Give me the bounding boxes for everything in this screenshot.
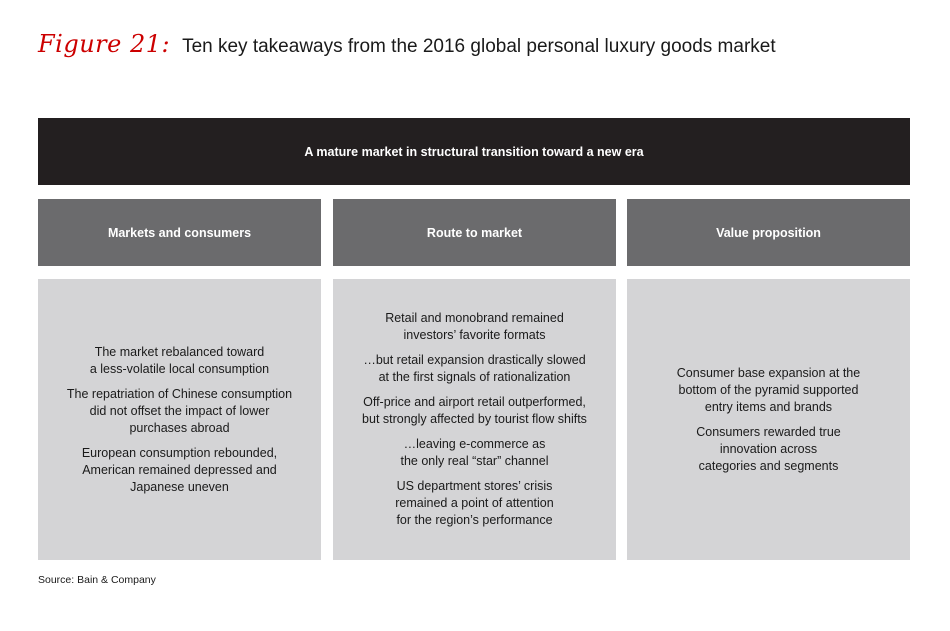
takeaway-item: The repatriation of Chinese consumption did not offset the impact of lower purchases abroad — [66, 386, 293, 435]
figure-title: Ten key takeaways from the 2016 global personal luxury goods market — [182, 36, 776, 57]
figure-header — [38, 30, 776, 58]
takeaway-item: Retail and monobrand remained investors’ favorite formats — [385, 311, 564, 342]
takeaway-item: …but retail expansion drastically slowed at the first signals of rationalization — [363, 353, 586, 384]
top-banner: A mature market in structural transition toward a new era — [38, 118, 910, 185]
figure-label: Figure 21: — [38, 30, 171, 58]
takeaway-item: US department stores’ crisis remained a point of attention for the region’s performance — [395, 479, 554, 527]
takeaway-item: Consumer base expansion at the bottom of the pyramid supported entry items and brands — [676, 365, 861, 414]
takeaway-item: The market rebalanced toward a less-volatile local consumption — [89, 344, 270, 376]
column-body-value-proposition — [627, 279, 910, 560]
column-heading-value-proposition: Value proposition — [627, 199, 910, 266]
source-note: Source: Bain & Company — [38, 574, 156, 586]
column-body-markets-consumers — [38, 279, 321, 560]
takeaway-item: Off-price and airport retail outperformed, but strongly affected by tourist flow shifts — [362, 395, 587, 426]
takeaway-item: Consumers rewarded true innovation across categories and segments — [696, 424, 841, 473]
column-heading-markets-consumers: Markets and consumers — [38, 199, 321, 266]
column-body-route-to-market — [333, 279, 616, 560]
column-heading-route-to-market: Route to market — [333, 199, 616, 266]
takeaway-item: …leaving e-commerce as the only real “star” channel — [400, 437, 549, 468]
takeaway-item: European consumption rebounded, American remained depressed and Japanese uneven — [81, 445, 278, 494]
